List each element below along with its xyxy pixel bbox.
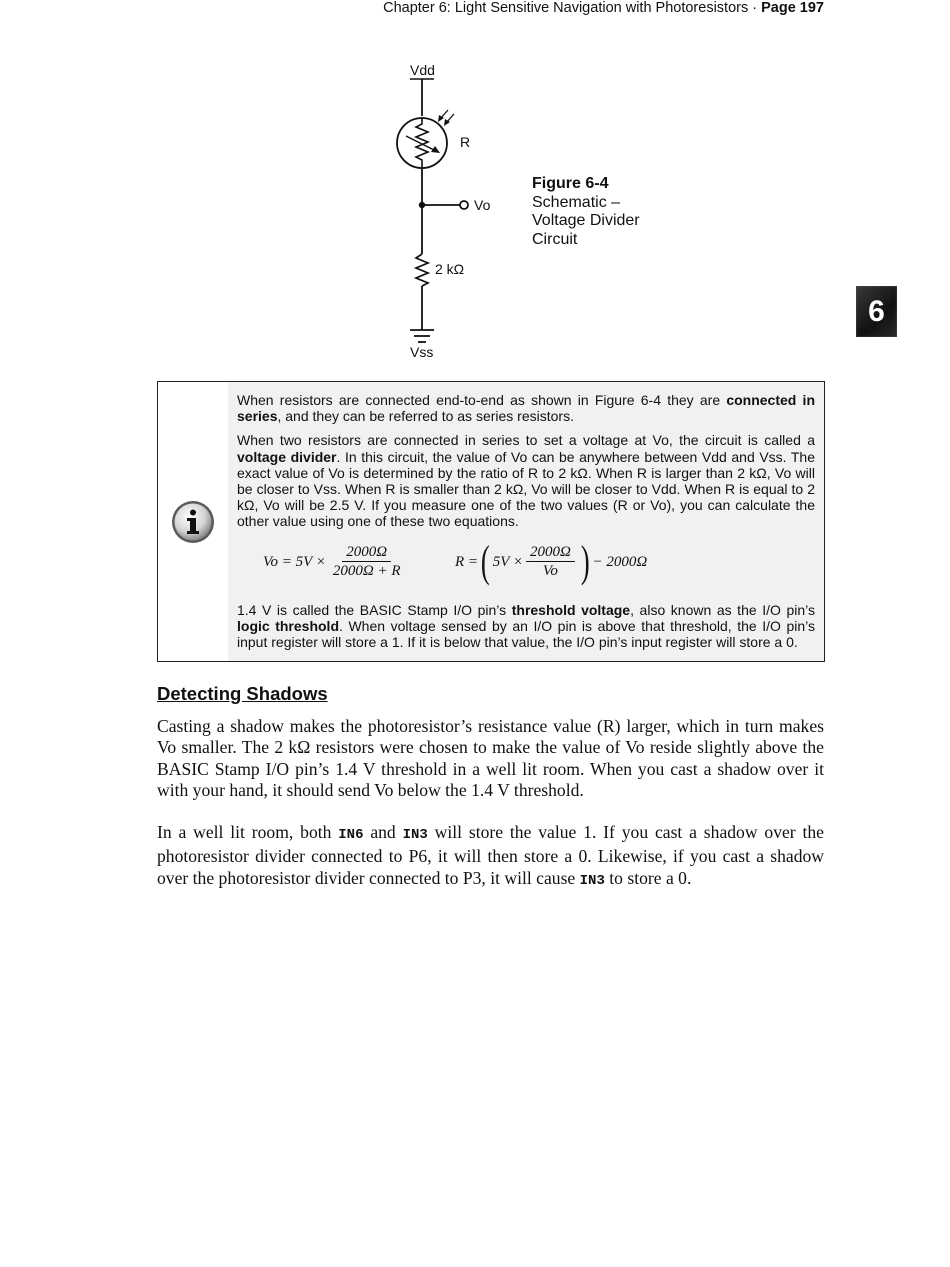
vss-label: Vss	[410, 344, 434, 360]
info-paragraph-divider	[237, 432, 815, 529]
vdd-label: Vdd	[410, 62, 435, 78]
r-label: R	[460, 134, 471, 150]
eq-lhs: R =	[455, 553, 479, 570]
fixed-resistor-symbol	[416, 254, 428, 286]
code-in3: IN3	[579, 872, 605, 889]
vo-equation	[263, 538, 408, 586]
info-icon	[171, 500, 215, 544]
body-paragraph	[157, 822, 824, 892]
equations	[237, 538, 815, 596]
eq-inner: 5V ×	[492, 553, 523, 570]
text-run: to store a 0.	[604, 867, 692, 888]
figure-caption	[532, 175, 640, 249]
header-page-number: Page 197	[761, 0, 824, 16]
resistor-value-label: 2 kΩ	[435, 261, 465, 277]
info-box	[157, 381, 825, 662]
info-paragraph-series	[237, 392, 815, 424]
info-icon-column	[158, 382, 228, 661]
bold-term: connected in series	[237, 392, 815, 425]
caption-line: Schematic –	[532, 193, 621, 211]
caption-line: Circuit	[532, 230, 578, 248]
caption-line: Voltage Divider	[532, 212, 640, 229]
vo-terminal	[460, 201, 468, 209]
denominator: 2000Ω + R	[332, 563, 401, 580]
voltage-divider-schematic	[388, 58, 508, 363]
figure-title: Figure 6-4	[532, 175, 609, 192]
body-paragraph: Casting a shadow makes the photoresistor’s resistance value (R) larger, which in turn makes Vo smaller. The 2 kΩ resistors were chosen to make the value of Vo reside slightly above the BASIC Stamp I/O pin’s 1.4 V threshold in a well lit room. When you cast a shadow over it with your hand, it should send Vo below the 1.4 V threshold.	[157, 716, 824, 801]
info-paragraph-threshold	[237, 602, 815, 651]
bold-term: threshold voltage	[511, 601, 631, 618]
text-run: . When voltage sensed by an I/O pin is above that threshold, the I/O pin’s input register will store a 1. If it is below that value, the I/O pin’s input register will store a 0.	[237, 617, 815, 651]
bold-term: voltage divider	[237, 448, 337, 465]
numerator: 2000Ω	[526, 544, 575, 562]
text-run: and	[363, 822, 403, 842]
chapter-tab: 6	[856, 286, 897, 337]
text-run: When two resistors are connected in series to set a voltage at Vo, the circuit is called a	[237, 432, 815, 449]
vo-label: Vo	[474, 197, 491, 213]
running-header	[383, 0, 824, 16]
header-chapter-text: Chapter 6: Light Sensitive Navigation with Photoresistors ·	[383, 0, 762, 16]
r-equation	[455, 538, 647, 586]
right-paren: )	[580, 536, 590, 586]
text-run: will store the value 1. If you cast a shadow over the photoresistor divider connected to P6, it will then store a 0. Likewise, if you cast a shadow over the photoresistor divider connected to P3, it will cause	[157, 822, 824, 888]
text-run: In a well lit room, both	[157, 822, 339, 842]
section-title: Detecting Shadows	[157, 683, 328, 704]
eq-lhs: Vo = 5V ×	[263, 553, 326, 570]
text-run: 1.4 V is called the BASIC Stamp I/O pin’s	[237, 601, 512, 618]
text-run: , also known as the I/O pin’s	[630, 601, 815, 618]
denominator: Vo	[542, 563, 558, 580]
ground-symbol	[410, 330, 434, 342]
text-run: When resistors are connected end-to-end as shown in Figure 6-4 they are	[237, 392, 727, 408]
text-run: , and they can be referred to as series resistors.	[277, 408, 574, 425]
light-arrows-icon	[438, 110, 454, 126]
photoresistor-symbol	[397, 118, 447, 168]
eq-tail: − 2000Ω	[592, 553, 648, 570]
fraction	[526, 544, 575, 579]
code-in6: IN6	[338, 827, 364, 843]
left-paren: (	[480, 536, 490, 586]
code-in3: IN3	[402, 827, 428, 843]
info-text	[228, 382, 824, 661]
fraction	[329, 544, 405, 579]
numerator: 2000Ω	[342, 544, 391, 562]
bold-term: logic threshold	[237, 617, 340, 634]
text-run: . In this circuit, the value of Vo can be anywhere between Vdd and Vss. The exact value of Vo is determined by the ratio of R to 2 kΩ. When R is larger than 2 kΩ, Vo will be closer to Vss. When R is smaller than 2 kΩ, Vo will be closer to Vdd. When R is equal to 2 kΩ, Vo will be 2.5 V. If you measure one of the two values (R or Vo), you can calculate the other value using one of these two equations.	[237, 448, 816, 530]
